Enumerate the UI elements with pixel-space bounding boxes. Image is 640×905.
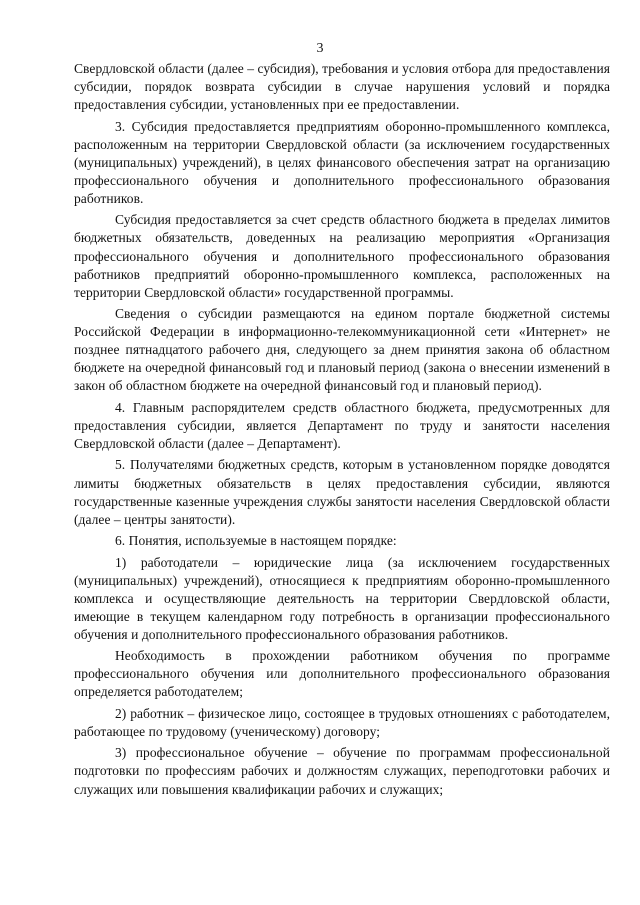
paragraph-training-need: Необходимость в прохождении работником обучения по программе профессионального обучения или дополнительного профессионального образования определяется работодателем; [74, 648, 610, 700]
paragraph-item-6: 6. Понятия, используемые в настоящем порядке: [115, 533, 397, 549]
page-number: 3 [316, 41, 324, 56]
paragraph-item-5: 5. Получателями бюджетных средств, которым в установленном порядке доводятся лимиты бюджетных обязательств в целях предоставления субсидии, являются государственные казенные учреждения службы занятости населения Свердловской области (далее – центры занятости). [74, 457, 610, 527]
paragraph-definition-2: 2) работник – физическое лицо, состоящее в трудовых отношениях с работодателем, работающее по трудовому (ученическому) договору; [74, 705, 610, 739]
document-body [74, 60, 610, 802]
paragraph-continuation: Свердловской области (далее – субсидия), требования и условия отбора для предоставления субсидии, порядок возврата субсидии в случае нарушения условий и порядка предоставления субсидии, установленных при ее предоставлении. [74, 61, 610, 113]
paragraph-item-4: 4. Главным распорядителем средств областного бюджета, предусмотренных для предоставления субсидии, является Департамент по труду и занятости населения Свердловской области (далее – Департамент). [74, 399, 610, 452]
paragraph-publication: Сведения о субсидии размещаются на едином портале бюджетной системы Российской Федерации в информационно-телекоммуникационной сети «Интернет» не позднее пятнадцатого рабочего дня, следующего за днем принятия закона об областном бюджете на очередной финансовый год и плановый период (закона о внесении изменений в закон об областном бюджете на очередной финансовый год и плановый период). [74, 306, 610, 394]
paragraph-item-3: 3. Субсидия предоставляется предприятиям оборонно-промышленного комплекса, расположенным на территории Свердловской области (за исключением государственных (муниципальных) учреждений), в целях финансового обеспечения затрат на организацию профессионального обучения и дополнительного профессионального образования работников. [74, 118, 610, 206]
paragraph-funding-source: Субсидия предоставляется за счет средств областного бюджета в пределах лимитов бюджетных обязательств, доведенных на реализацию мероприятия «Организация профессионального обучения и дополнительного профессионального образования работников предприятий оборонно-промышленного комплекса, расположенных на территории Свердловской области» государственной программы. [74, 212, 610, 300]
paragraph-definition-1: 1) работодатели – юридические лица (за исключением государственных (муниципальных) учреждений), относящиеся к предприятиям оборонно-промышленного комплекса и осуществляющие деятельность на территории Свердловской области, имеющие в текущем календарном году потребность в организации профессионального обучения и дополнительного профессионального образования работников. [74, 554, 610, 642]
paragraph-definition-3: 3) профессиональное обучение – обучение по программам профессиональной подготовки по профессиям рабочих и должностям служащих, переподготовки рабочих и служащих или повышения квалификации рабочих и служащих; [74, 745, 610, 797]
